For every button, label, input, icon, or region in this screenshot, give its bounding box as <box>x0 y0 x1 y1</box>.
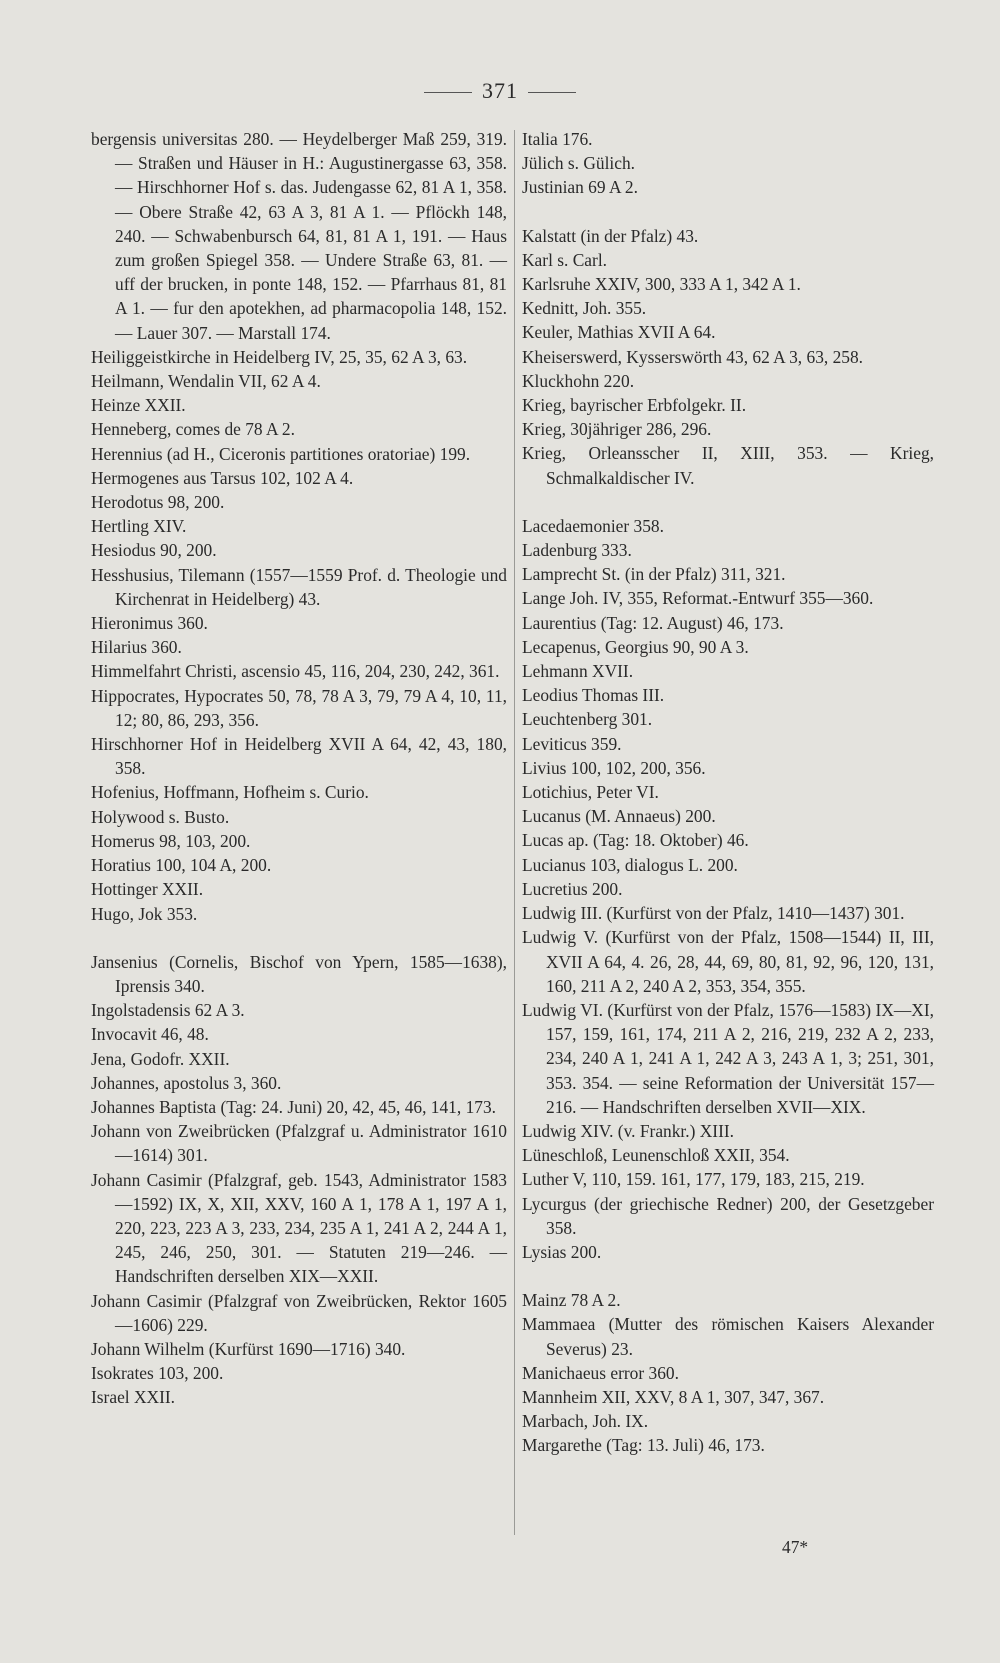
index-entry: Lamprecht St. (in der Pfalz) 311, 321. <box>522 564 786 585</box>
index-entry: Hieronimus 360. <box>91 613 208 634</box>
index-entry: Johann Wilhelm (Kurfürst 1690—1716) 340. <box>91 1338 406 1359</box>
index-entry: bergensis universitas 280. — Heydelberger Maß 259, 319. — Straßen und Häuser in H.: Augustinergasse 63, 358. — Hirschhorner Hof s. das. Judengasse 62, 81 A 1, 358. — Obere Straße 42, 63 A 3, 81 A 1. — Pflöckh 148, 240. — Schwabenbursch 64, 81, 81 A 1, 191. — Haus zum großen Spiegel 358. — Undere Straße 63, 81. — uff der brucken, in ponte 148, 152. — Pfarrhaus 81, 81 A 1. — fur den apotekhen, ad pharmacopolia 148, 152. — Lauer 307. — Marstall 174. <box>91 129 507 343</box>
index-entry: Hofenius, Hoffmann, Hofheim s. Curio. <box>91 782 369 803</box>
index-entry: Lucretius 200. <box>522 878 623 899</box>
index-entry: Hesiodus 90, 200. <box>91 540 217 561</box>
column-divider <box>514 130 515 1535</box>
index-entry: Krieg, bayrischer Erbfolgekr. II. <box>522 395 747 416</box>
index-entry: Ladenburg 333. <box>522 540 632 561</box>
index-entry: Kheiserswerd, Kysserswörth 43, 62 A 3, 63, 258. <box>522 346 864 367</box>
letter-gap <box>522 200 934 224</box>
index-entry: Jansenius (Cornelis, Bischof von Ypern, 1585—1638), Iprensis 340. <box>91 951 507 996</box>
index-entry: Ludwig XIV. (v. Frankr.) XIII. <box>522 1120 735 1141</box>
index-entry: Leuchtenberg 301. <box>522 709 653 730</box>
index-entry: Lange Joh. IV, 355, Reformat.-Entwurf 355—360. <box>522 588 874 609</box>
letter-gap <box>522 1264 934 1288</box>
index-entry: Ludwig V. (Kurfürst von der Pfalz, 1508—1544) II, III, XVII A 64, 4. 26, 28, 44, 69, 80, 81, 92, 96, 120, 131, 160, 211 A 2, 240 A 2, 353, 354, 355. <box>522 927 934 996</box>
header-dash-right <box>528 92 576 93</box>
index-entry: Kalstatt (in der Pfalz) 43. <box>522 225 699 246</box>
index-entry: Krieg, Orleansscher II, XIII, 353. — Krieg, Schmalkaldischer IV. <box>522 443 934 488</box>
index-entry: Kluckhohn 220. <box>522 370 635 391</box>
index-entry: Johann Casimir (Pfalzgraf von Zweibrücken, Rektor 1605—1606) 229. <box>91 1290 507 1335</box>
index-entry: Leviticus 359. <box>522 733 622 754</box>
index-entry: Johannes Baptista (Tag: 24. Juni) 20, 42, 45, 46, 141, 173. <box>91 1096 497 1117</box>
index-entry: Hertling XIV. <box>91 516 187 537</box>
index-column-left <box>91 127 507 1410</box>
index-entry: Ludwig III. (Kurfürst von der Pfalz, 1410—1437) 301. <box>522 903 905 924</box>
index-entry: Hesshusius, Tilemann (1557—1559 Prof. d. Theologie und Kirchenrat in Heidelberg) 43. <box>91 564 507 609</box>
index-entry: Hilarius 360. <box>91 637 182 658</box>
index-entry: Krieg, 30jähriger 286, 296. <box>522 419 712 440</box>
index-entry: Lecapenus, Georgius 90, 90 A 3. <box>522 636 749 657</box>
index-entry: Ludwig VI. (Kurfürst von der Pfalz, 1576—1583) IX—XI, 157, 159, 161, 174, 211 A 2, 216, 219, 232 A 2, 233, 234, 240 A 1, 241 A 1, 242 A 3, 243 A 1, 3; 251, 301, 353. 354. — seine Reformation der Universität 157—216. — Handschriften derselben XVII—XIX. <box>522 999 934 1117</box>
index-column-right <box>522 127 934 1458</box>
index-entry: Lotichius, Peter VI. <box>522 782 659 803</box>
index-entry: Laurentius (Tag: 12. August) 46, 173. <box>522 612 784 633</box>
index-entry: Israel XXII. <box>91 1387 176 1408</box>
index-entry: Karlsruhe XXIV, 300, 333 A 1, 342 A 1. <box>522 274 801 295</box>
index-entry: Margarethe (Tag: 13. Juli) 46, 173. <box>522 1435 765 1456</box>
index-entry: Kednitt, Joh. 355. <box>522 298 647 319</box>
index-entry: Mainz 78 A 2. <box>522 1290 621 1311</box>
index-entry: Mannheim XII, XXV, 8 A 1, 307, 347, 367. <box>522 1386 825 1407</box>
index-entry: Henneberg, comes de 78 A 2. <box>91 419 295 440</box>
index-entry: Himmelfahrt Christi, ascensio 45, 116, 204, 230, 242, 361. <box>91 661 500 682</box>
letter-gap <box>91 926 507 950</box>
index-entry: Justinian 69 A 2. <box>522 177 638 198</box>
index-entry: Herennius (ad H., Ciceronis partitiones oratoriae) 199. <box>91 443 471 464</box>
page-number: 371 <box>482 78 518 103</box>
index-entry: Keuler, Mathias XVII A 64. <box>522 322 716 343</box>
index-entry: Luther V, 110, 159. 161, 177, 179, 183, 215, 219. <box>522 1169 865 1190</box>
index-entry: Lysias 200. <box>522 1241 602 1262</box>
index-entry: Manichaeus error 360. <box>522 1362 679 1383</box>
index-entry: Livius 100, 102, 200, 356. <box>522 757 706 778</box>
index-entry: Karl s. Carl. <box>522 249 608 270</box>
index-entry: Ingolstadensis 62 A 3. <box>91 1000 245 1021</box>
index-entry: Lucianus 103, dialogus L. 200. <box>522 854 738 875</box>
index-entry: Lycurgus (der griechische Redner) 200, der Gesetzgeber 358. <box>522 1193 934 1238</box>
index-entry: Hermogenes aus Tarsus 102, 102 A 4. <box>91 467 354 488</box>
index-entry: Hirschhorner Hof in Heidelberg XVII A 64, 42, 43, 180, 358. <box>91 734 507 779</box>
index-entry: Holywood s. Busto. <box>91 806 230 827</box>
index-entry: Lucas ap. (Tag: 18. Oktober) 46. <box>522 830 749 851</box>
index-entry: Lehmann XVII. <box>522 661 634 682</box>
index-entry: Leodius Thomas III. <box>522 685 665 706</box>
index-entry: Johann Casimir (Pfalzgraf, geb. 1543, Administrator 1583—1592) IX, X, XII, XXV, 160 A 1, 178 A 1, 197 A 1, 220, 223, 223 A 3, 233, 234, 235 A 1, 241 A 2, 244 A 1, 245, 246, 250, 301. — Statuten 219—246. — Handschriften derselben XIX—XXII. <box>91 1169 507 1287</box>
signature-mark: 47* <box>782 1537 809 1557</box>
index-entry: Invocavit 46, 48. <box>91 1024 209 1045</box>
index-entry: Hottinger XXII. <box>91 879 204 900</box>
header-dash-left <box>424 92 472 93</box>
index-entry: Johannes, apostolus 3, 360. <box>91 1072 282 1093</box>
index-entry: Heinze XXII. <box>91 395 186 416</box>
index-entry: Heiliggeistkirche in Heidelberg IV, 25, 35, 62 A 3, 63. <box>91 346 468 367</box>
index-entry: Hippocrates, Hypocrates 50, 78, 78 A 3, 79, 79 A 4, 10, 11, 12; 80, 86, 293, 356. <box>91 685 507 730</box>
index-entry: Herodotus 98, 200. <box>91 492 225 513</box>
index-entry: Hugo, Jok 353. <box>91 903 198 924</box>
index-entry: Isokrates 103, 200. <box>91 1363 224 1384</box>
index-entry: Johann von Zweibrücken (Pfalzgraf u. Administrator 1610—1614) 301. <box>91 1121 507 1166</box>
index-entry: Horatius 100, 104 A, 200. <box>91 855 272 876</box>
index-entry: Heilmann, Wendalin VII, 62 A 4. <box>91 371 321 392</box>
letter-gap <box>522 490 934 514</box>
index-entry: Mammaea (Mutter des römischen Kaisers Alexander Severus) 23. <box>522 1314 934 1359</box>
index-entry: Lüneschloß, Leunenschloß XXII, 354. <box>522 1145 790 1166</box>
index-entry: Italia 176. <box>522 129 593 149</box>
index-entry: Marbach, Joh. IX. <box>522 1411 649 1432</box>
index-entry: Jena, Godofr. XXII. <box>91 1048 230 1069</box>
index-entry: Lucanus (M. Annaeus) 200. <box>522 806 716 827</box>
index-entry: Lacedaemonier 358. <box>522 515 664 536</box>
index-entry: Homerus 98, 103, 200. <box>91 830 251 851</box>
index-entry: Jülich s. Gülich. <box>522 153 636 174</box>
page-header <box>0 78 1000 104</box>
